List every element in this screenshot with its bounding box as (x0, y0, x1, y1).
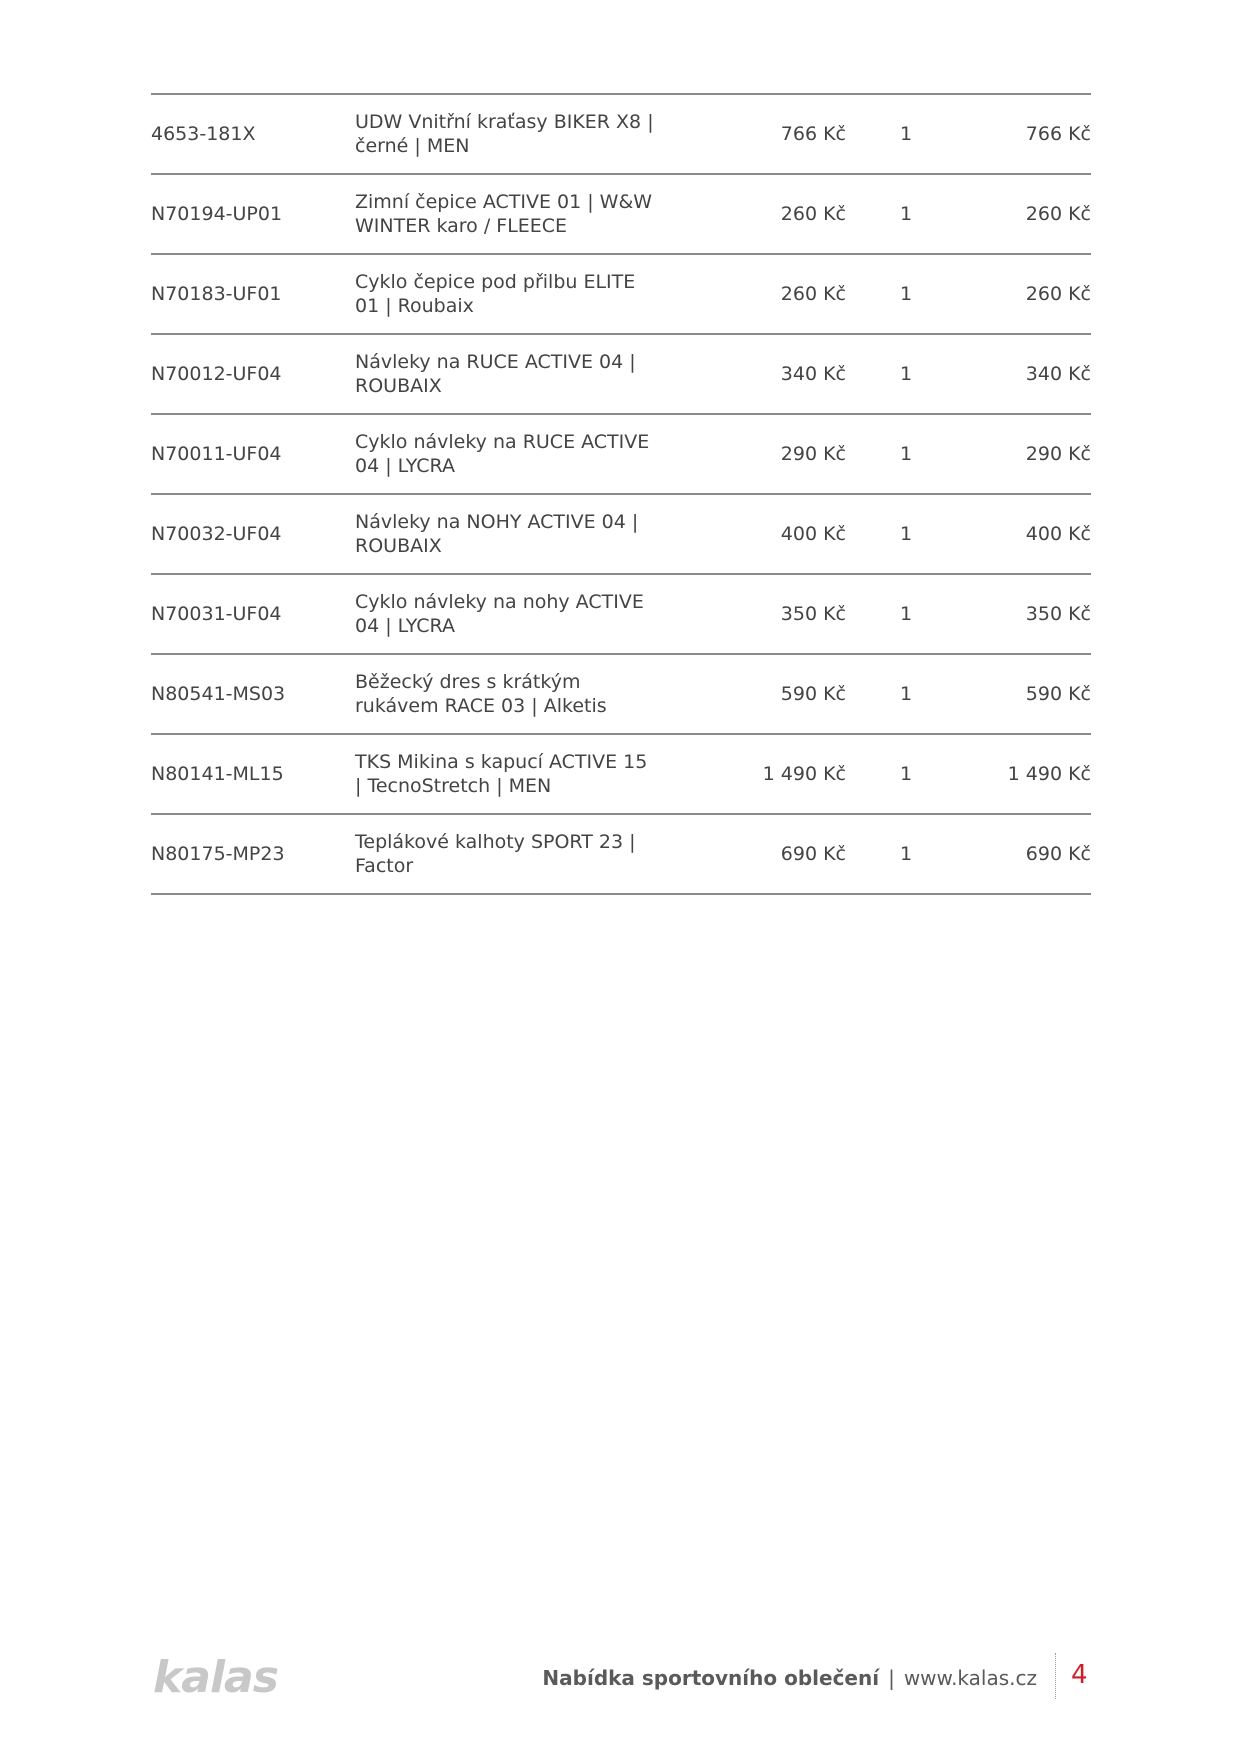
item-quantity: 1 (899, 603, 913, 625)
item-total: 290 Kč (1025, 443, 1091, 465)
table-row (151, 575, 1091, 655)
item-quantity: 1 (899, 363, 913, 385)
item-total: 590 Kč (1025, 683, 1091, 705)
item-quantity: 1 (899, 283, 913, 305)
footer-website-link[interactable]: www.kalas.cz (903, 1666, 1037, 1690)
item-price: 690 Kč (780, 843, 846, 865)
item-price: 290 Kč (780, 443, 846, 465)
item-price: 340 Kč (780, 363, 846, 385)
page-number: 4 (1071, 1660, 1088, 1690)
item-quantity: 1 (899, 443, 913, 465)
item-name: Cyklo návleky na RUCE ACTIVE 04 | LYCRA (355, 431, 650, 477)
footer-title: Nabídka sportovního oblečení (542, 1666, 880, 1690)
item-name: Návleky na RUCE ACTIVE 04 | ROUBAIX (355, 351, 636, 397)
table-row (151, 655, 1091, 735)
item-price: 766 Kč (780, 123, 846, 145)
item-quantity: 1 (899, 123, 913, 145)
item-name: Cyklo čepice pod přilbu ELITE 01 | Roubaix (355, 271, 636, 317)
item-code: N70012-UF04 (151, 363, 282, 385)
table-row (151, 415, 1091, 495)
item-code: N80175-MP23 (151, 843, 285, 865)
items-table (151, 93, 1091, 895)
item-name: Teplákové kalhoty SPORT 23 | Factor (355, 831, 636, 877)
kalas-logo: kalas (153, 1652, 278, 1703)
item-name: TKS Mikina s kapucí ACTIVE 15 | TecnoStretch | MEN (355, 751, 648, 797)
item-price: 260 Kč (780, 283, 846, 305)
footer-divider (1055, 1653, 1056, 1699)
item-total: 350 Kč (1025, 603, 1091, 625)
item-price: 350 Kč (780, 603, 846, 625)
item-quantity: 1 (899, 523, 913, 545)
item-price: 400 Kč (780, 523, 846, 545)
table-row (151, 815, 1091, 895)
table-row (151, 735, 1091, 815)
item-code: N80141-ML15 (151, 763, 284, 785)
item-name: Zimní čepice ACTIVE 01 | W&W WINTER karo / FLEECE (355, 191, 653, 237)
item-price: 590 Kč (780, 683, 846, 705)
table-row (151, 255, 1091, 335)
item-total: 340 Kč (1025, 363, 1091, 385)
footer-separator: | (888, 1666, 895, 1690)
item-code: N70183-UF01 (151, 283, 282, 305)
table-row (151, 495, 1091, 575)
item-name: UDW Vnitřní kraťasy BIKER X8 | černé | MEN (355, 111, 654, 157)
item-total: 400 Kč (1025, 523, 1091, 545)
item-name: Cyklo návleky na nohy ACTIVE 04 | LYCRA (355, 591, 644, 637)
table-row (151, 95, 1091, 175)
item-code: N70032-UF04 (151, 523, 282, 545)
table-row (151, 175, 1091, 255)
item-quantity: 1 (899, 683, 913, 705)
item-quantity: 1 (899, 763, 913, 785)
item-quantity: 1 (899, 843, 913, 865)
item-quantity: 1 (899, 203, 913, 225)
item-code: 4653-181X (151, 123, 256, 145)
item-price: 260 Kč (780, 203, 846, 225)
table-row (151, 335, 1091, 415)
item-name: Běžecký dres s krátkým rukávem RACE 03 | Alketis (355, 671, 607, 717)
item-code: N80541-MS03 (151, 683, 286, 705)
item-code: N70031-UF04 (151, 603, 282, 625)
item-total: 766 Kč (1025, 123, 1091, 145)
item-code: N70011-UF04 (151, 443, 282, 465)
item-total: 690 Kč (1025, 843, 1091, 865)
item-price: 1 490 Kč (762, 763, 846, 785)
footer-text (542, 1663, 1037, 1693)
item-name: Návleky na NOHY ACTIVE 04 | ROUBAIX (355, 511, 639, 557)
item-total: 1 490 Kč (1007, 763, 1091, 785)
item-total: 260 Kč (1025, 203, 1091, 225)
item-total: 260 Kč (1025, 283, 1091, 305)
item-code: N70194-UP01 (151, 203, 283, 225)
